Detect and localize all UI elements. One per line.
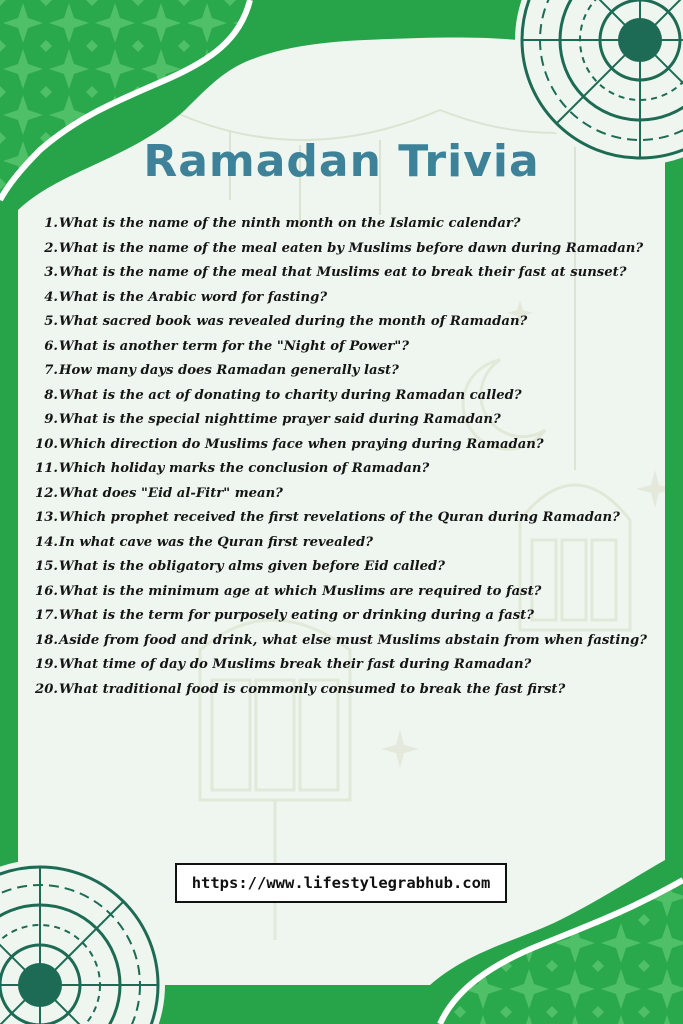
question-item	[30, 531, 650, 556]
question-number: 10.	[35, 436, 58, 452]
question-text: What is the term for purposely eating or drinking during a fast?	[59, 608, 534, 623]
question-number: 19.	[35, 657, 58, 672]
question-number: 3.	[44, 265, 58, 280]
question-text: What is the act of donating to charity during Ramadan called?	[59, 387, 522, 403]
question-text: What traditional food is commonly consumed to break the fast first?	[59, 681, 566, 697]
question-number: 20.	[35, 681, 58, 697]
question-item	[30, 555, 650, 580]
question-text: What is the name of the meal that Muslims eat to break their fast at sunset?	[59, 265, 627, 280]
question-text: What is another term for the "Night of Power"?	[59, 338, 409, 354]
website-url: https://www.lifestylegrabhub.com	[191, 874, 491, 892]
question-item	[30, 310, 650, 335]
question-number: 4.	[44, 289, 58, 305]
question-number: 17.	[35, 608, 58, 623]
question-number: 1.	[44, 216, 58, 231]
question-text: What is the Arabic word for fasting?	[59, 289, 328, 305]
question-number: 11.	[35, 461, 58, 476]
question-number: 18.	[35, 632, 58, 648]
question-text: What is the obligatory alms given before Eid called?	[59, 559, 446, 574]
question-item	[30, 482, 650, 507]
question-text: What is the special nighttime prayer said during Ramadan?	[59, 412, 501, 427]
question-number: 14.	[35, 534, 58, 550]
question-item	[30, 653, 650, 678]
question-number: 15.	[35, 559, 58, 574]
question-number: 6.	[44, 338, 58, 354]
question-text: What does "Eid al-Fitr" mean?	[59, 485, 283, 501]
question-item	[30, 212, 650, 237]
page-title: Ramadan Trivia	[143, 136, 540, 187]
question-number: 16.	[35, 583, 58, 599]
question-item	[30, 261, 650, 286]
question-item	[30, 408, 650, 433]
mandala-bottom-left-icon	[0, 860, 165, 1024]
question-text: Which direction do Muslims face when praying during Ramadan?	[59, 436, 544, 452]
question-text: Aside from food and drink, what else must Muslims abstain from when fasting?	[59, 632, 647, 648]
question-number: 13.	[35, 510, 58, 525]
question-text: Which holiday marks the conclusion of Ramadan?	[59, 461, 430, 476]
question-number: 8.	[44, 387, 58, 403]
question-item	[30, 457, 650, 482]
question-item	[30, 580, 650, 605]
question-text: Which prophet received the first revelations of the Quran during Ramadan?	[59, 510, 620, 525]
question-number: 2.	[44, 240, 58, 256]
question-number: 7.	[44, 363, 58, 378]
question-text: What is the minimum age at which Muslims are required to fast?	[59, 583, 542, 599]
question-text: How many days does Ramadan generally last?	[59, 363, 399, 378]
question-number: 5.	[44, 314, 58, 329]
question-item	[30, 237, 650, 262]
question-item	[30, 604, 650, 629]
website-link[interactable]	[175, 863, 507, 903]
question-number: 9.	[44, 412, 58, 427]
question-text: What is the name of the ninth month on the Islamic calendar?	[59, 216, 521, 231]
question-item	[30, 335, 650, 360]
question-text: In what cave was the Quran first revealed?	[59, 534, 373, 550]
question-text: What sacred book was revealed during the month of Ramadan?	[59, 314, 528, 329]
question-item	[30, 506, 650, 531]
question-item	[30, 286, 650, 311]
question-item	[30, 359, 650, 384]
question-item	[30, 433, 650, 458]
question-item	[30, 384, 650, 409]
question-item	[30, 678, 650, 703]
question-text: What is the name of the meal eaten by Muslims before dawn during Ramadan?	[59, 240, 644, 256]
question-item	[30, 629, 650, 654]
question-text: What time of day do Muslims break their fast during Ramadan?	[59, 657, 532, 672]
question-number: 12.	[35, 485, 58, 501]
question-list	[30, 212, 650, 702]
